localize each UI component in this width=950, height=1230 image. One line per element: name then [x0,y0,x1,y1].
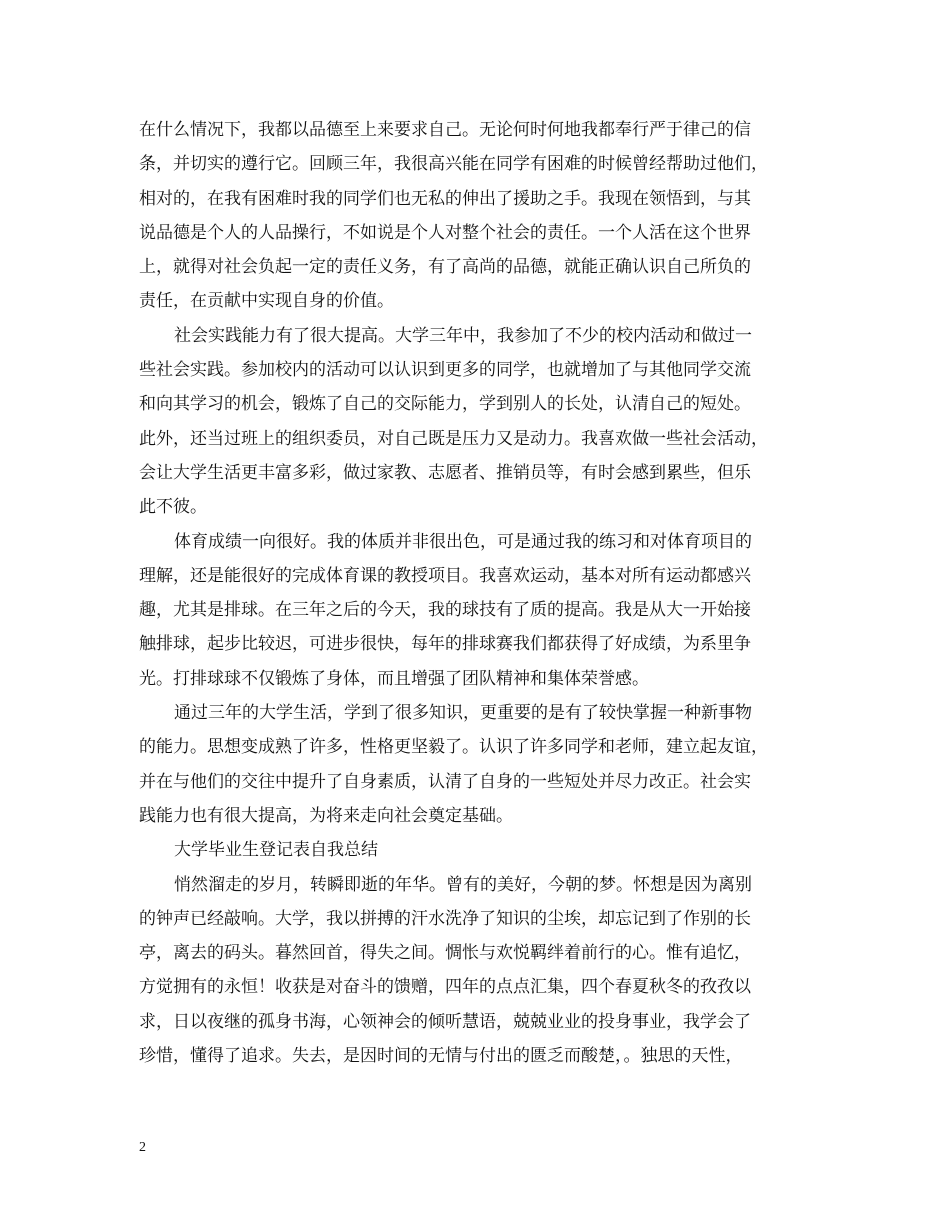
text-line: 在什么情况下，我都以品德至上来要求自己。无论何时何地我都奉行严于律己的信 [139,120,751,140]
text-line: 大学毕业生登记表自我总结 [174,840,378,861]
text-line: 此外，还当过班上的组织委员，对自己既是压力又是动力。我喜欢做一些社会活动， [139,428,768,449]
text-line: 的能力。思想变成熟了许多，性格更坚毅了。认识了许多同学和老师，建立起友谊， [139,737,768,758]
text-line: 社会实践能力有了很大提高。大学三年中，我参加了不少的校内活动和做过一 [174,325,752,346]
text-line: 些社会实践。参加校内的活动可以认识到更多的同学，也就增加了与其他同学交流 [139,360,751,381]
text-line: 说品德是个人的人品操行，不如说是个人对整个社会的责任。一个人活在这个世界 [139,222,751,243]
text-line: 珍惜，懂得了追求。失去，是因时间的无情与付出的匮乏而酸楚，。独思的天性， [139,1046,743,1067]
text-line: 求，日以夜继的孤身书海，心领神会的倾听慧语，兢兢业业的投身事业，我学会了 [139,1011,751,1032]
text-line: 上，就得对社会负起一定的责任义务，有了高尚的品德，就能正确认识自己所负的 [139,257,751,278]
document-body [139,113,814,1073]
text-line: 光。打排球球不仅锻炼了身体，而且增强了团队精神和集体荣誉感。 [139,668,649,689]
text-line: 趣，尤其是排球。在三年之后的今天，我的球技有了质的提高。我是从大一开始接 [139,600,751,621]
text-line: 和向其学习的机会，锻炼了自己的交际能力，学到别人的长处，认清自己的短处。 [139,394,751,415]
text-line: 此不彼。 [139,497,207,518]
text-line: 体育成绩一向很好。我的体质并非很出色，可是通过我的练习和对体育项目的 [174,531,752,552]
text-line: 的钟声已经敲响。大学，我以拼搏的汗水洗净了知识的尘埃，却忘记到了作别的长 [139,908,751,929]
text-line: 相对的，在我有困难时我的同学们也无私的伸出了援助之手。我现在领悟到，与其 [139,188,751,209]
text-line: 方觉拥有的永恒！收获是对奋斗的馈赠，四年的点点汇集，四个春夏秋冬的孜孜以 [139,977,751,998]
text-line: 践能力也有很大提高，为将来走向社会奠定基础。 [139,805,513,826]
text-line: 理解，还是能很好的完成体育课的教授项目。我喜欢运动，基本对所有运动都感兴 [139,565,751,586]
text-line: 责任，在贡献中实现自身的价值。 [139,291,394,312]
text-line: 亭，离去的码头。暮然回首，得失之间。惆怅与欢悦羁绊着前行的心。惟有追忆， [139,943,751,964]
text-line: 会让大学生活更丰富多彩，做过家教、志愿者、推销员等，有时会感到累些，但乐 [139,462,751,483]
text-line: 并在与他们的交往中提升了自身素质，认清了自身的一些短处并尽力改正。社会实 [139,771,751,792]
text-line: 触排球，起步比较迟，可进步很快，每年的排球赛我们都获得了好成绩，为系里争 [139,634,751,655]
text-line: 条，并切实的遵行它。回顾三年，我很高兴能在同学有困难的时候曾经帮助过他们， [139,154,768,175]
text-line: 通过三年的大学生活，学到了很多知识，更重要的是有了较快掌握一种新事物 [174,703,752,724]
page-number: 2 [139,1140,146,1155]
text-line: 悄然溜走的岁月，转瞬即逝的年华。曾有的美好，今朝的梦。怀想是因为离别 [174,874,752,895]
